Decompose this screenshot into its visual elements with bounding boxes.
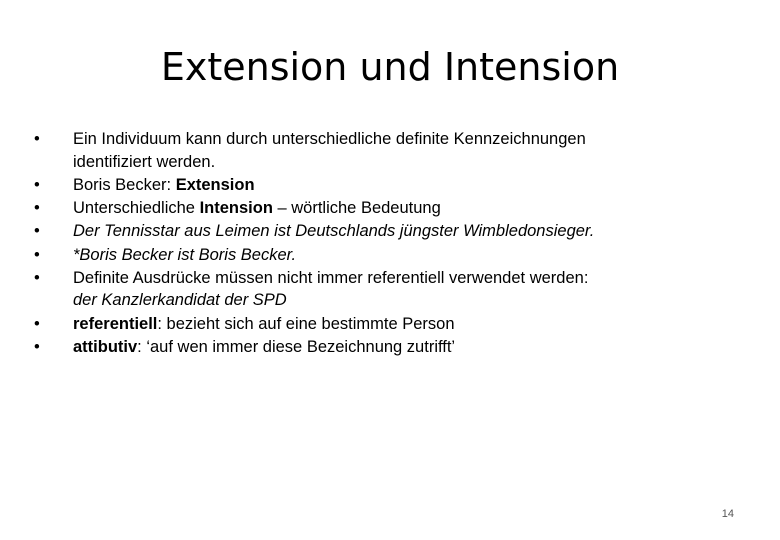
- bullet-text-rest: : ‘auf wen immer diese Bezeichnung zutrifft’: [137, 338, 456, 357]
- bullet-text: Definite Ausdrücke müssen nicht immer referentiell verwendet werden:: [73, 268, 589, 287]
- bullet-text: Ein Individuum kann durch unterschiedliche definite Kennzeichnungen: [73, 130, 586, 148]
- bullet-term-intension: Intension: [199, 199, 273, 218]
- bullet-term-attibutiv: attibutiv: [73, 338, 138, 357]
- slide-title: Extension und Intension: [160, 45, 620, 89]
- bullet-item-example-tennisstar: [34, 220, 734, 243]
- bullet-example-text: Der Tennisstar aus Leimen ist Deutschlands jüngster Wimbledonsieger.: [73, 222, 595, 241]
- bullet-item-extension: [34, 174, 734, 197]
- bullet-item-definite-ausdruecke: [34, 267, 734, 312]
- bullet-text-rest: – wörtliche Bedeutung: [272, 199, 441, 218]
- bullet-text-continued: identifiziert werden.: [73, 152, 216, 171]
- bullet-icon: •: [34, 199, 40, 218]
- bullet-icon: •: [34, 338, 40, 357]
- bullet-example-text: der Kanzlerkandidat der SPD: [73, 291, 287, 310]
- page-number: 14: [721, 508, 734, 520]
- bullet-icon: •: [34, 245, 40, 264]
- bullet-icon: •: [34, 268, 40, 287]
- bullet-icon: •: [34, 175, 40, 194]
- bullet-item-example-boris: [34, 244, 734, 267]
- bullet-list: [34, 128, 734, 359]
- bullet-icon: •: [34, 130, 40, 148]
- bullet-term-extension: Extension: [175, 175, 255, 194]
- bullet-example-text: *Boris Becker ist Boris Becker.: [73, 245, 297, 264]
- bullet-icon: •: [34, 222, 40, 241]
- bullet-text: Boris Becker:: [73, 175, 176, 194]
- bullet-item-referentiell: [34, 313, 734, 336]
- bullet-text-rest: : bezieht sich auf eine bestimmte Person: [157, 314, 455, 333]
- bullet-item-individuum: [34, 128, 734, 173]
- bullet-icon: •: [34, 314, 40, 333]
- bullet-term-referentiell: referentiell: [73, 314, 158, 333]
- bullet-item-attibutiv: [34, 336, 734, 359]
- bullet-text: Unterschiedliche: [73, 199, 200, 218]
- bullet-item-intension: [34, 197, 734, 220]
